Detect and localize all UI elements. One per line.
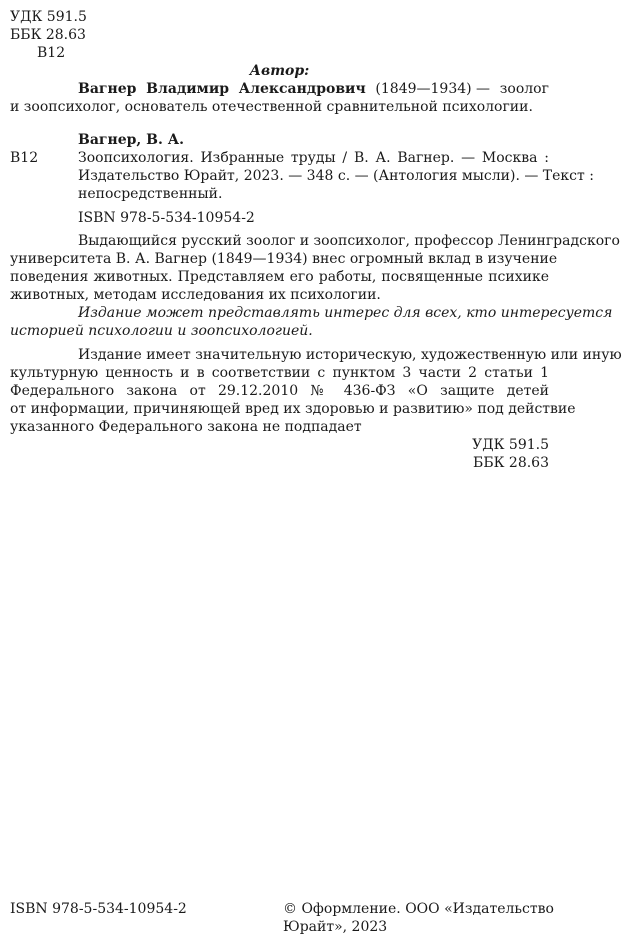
record-mark: В12 (10, 150, 39, 166)
legal-line-2-text: культурную ценность и в соответствии с пунктом 3 части 2 статьи 1 (10, 365, 549, 381)
legal-line-4 (10, 400, 576, 418)
annotation-line-3 (10, 268, 549, 286)
header-udk: УДК 591.5 (10, 9, 87, 25)
legal-line-3 (10, 382, 549, 400)
annotation-line-2-text: университета В. А. Вагнер (1849—1934) внес огромный вклад в изучение (10, 251, 558, 267)
annotation-line-1-text: Выдающийся русский зоолог и зоопсихолог, профессор Ленинградского (78, 233, 620, 249)
legal-line-5: указанного Федерального закона не подпадает (10, 419, 362, 435)
header-author-mark: В12 (37, 45, 66, 61)
annotation-italic-line-1 (78, 304, 613, 322)
author-patronymic: Александрович (238, 81, 366, 97)
footer-isbn: ISBN 978-5-534-10954-2 (10, 901, 187, 917)
annotation-italic-line-1-text: Издание может представлять интерес для всех, кто интересуется (78, 305, 613, 321)
author-line-1 (78, 80, 549, 98)
author-first-name: Вагнер (78, 81, 137, 97)
legal-line-3-text: Федерального закона от 29.12.2010 № 436-ФЗ «О защите детей (10, 383, 549, 399)
record-isbn: ISBN 978-5-534-10954-2 (78, 210, 255, 226)
classification-udk: УДК 591.5 (472, 437, 549, 453)
footer-copyright-line-2: Юрайт», 2023 (283, 919, 388, 935)
record-line-2-text: Издательство Юрайт, 2023. — 348 с. — (Антология мысли). — Текст : (78, 168, 594, 184)
record-line-1 (78, 149, 549, 167)
legal-line-1 (78, 346, 622, 364)
footer-copyright-line-1: © Оформление. ООО «Издательство (283, 901, 554, 917)
author-heading: Автор: (249, 63, 310, 79)
author-years: (1849—1934) — (375, 81, 491, 97)
record-line-3: непосредственный. (78, 186, 223, 202)
legal-line-2 (10, 364, 549, 382)
classification-bbk: ББК 28.63 (473, 455, 549, 471)
header-bbk: ББК 28.63 (10, 27, 86, 43)
record-line-1-text: Зоопсихология. Избранные труды / В. А. Вагнер. — Москва : (78, 150, 549, 166)
annotation-line-2 (10, 250, 558, 268)
legal-line-4-text: от информации, причиняющей вред их здоровью и развитию» под действие (10, 401, 576, 417)
author-line-2: и зоопсихолог, основатель отечественной сравнительной психологии. (10, 99, 533, 115)
legal-line-1-text: Издание имеет значительную историческую, художественную или иную (78, 347, 622, 363)
annotation-line-1 (78, 232, 620, 250)
record-line-2 (78, 167, 594, 185)
annotation-line-3-text: поведения животных. Представляем его работы, посвященные психике (10, 269, 549, 285)
author-middle-name: Владимир (146, 81, 229, 97)
annotation-line-4: животных, методам исследования их психологии. (10, 287, 381, 303)
annotation-italic-line-2: историей психологии и зоопсихологией. (10, 323, 313, 339)
record-author-heading: Вагнер, В. А. (78, 132, 185, 148)
author-profession: зоолог (499, 81, 549, 97)
